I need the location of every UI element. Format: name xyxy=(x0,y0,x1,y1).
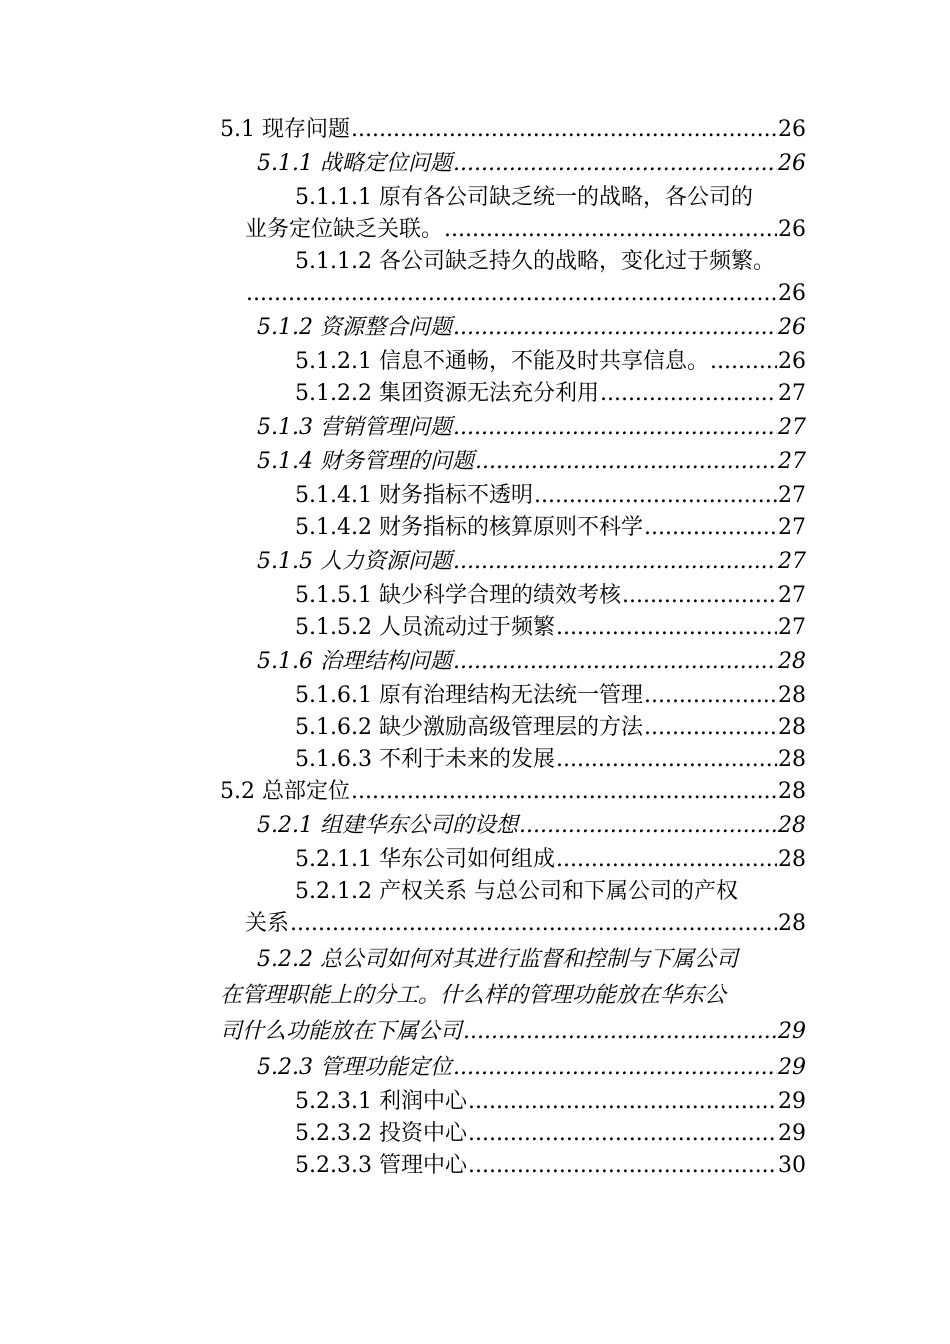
toc-entry-title: 5.1.5.2 人员流动过于频繁 xyxy=(295,615,555,640)
toc-entry-title: 5.2.1.1 华东公司如何组成 xyxy=(295,847,555,872)
toc-entry[interactable] xyxy=(220,1052,806,1084)
toc-entry-page: 28 xyxy=(778,911,806,936)
toc-entry-title: 5.2.1.2 产权关系 与总公司和下属公司的产权 xyxy=(295,879,738,904)
toc-entry-page: 28 xyxy=(778,683,806,708)
toc-entry-page: 27 xyxy=(778,549,806,574)
leader-dots xyxy=(246,278,777,310)
toc-entry-title: 5.1.4.2 财务指标的核算原则不科学 xyxy=(295,515,643,540)
toc-entry-page: 29 xyxy=(778,1121,806,1146)
toc-entry-page: 30 xyxy=(778,1153,806,1178)
toc-entry-title-cont: 在管理职能上的分工。什么样的管理功能放在华东公 xyxy=(220,983,727,1008)
leader-dots xyxy=(453,546,777,578)
toc-entry[interactable] xyxy=(220,810,806,842)
toc-entry-page: 28 xyxy=(778,649,806,674)
leader-dots xyxy=(710,346,777,378)
toc-entry[interactable] xyxy=(220,612,806,644)
toc-entry[interactable] xyxy=(220,312,806,344)
toc-entry[interactable] xyxy=(220,580,806,612)
toc-entry[interactable] xyxy=(220,512,806,544)
toc-entry[interactable] xyxy=(220,148,806,180)
leader-dots xyxy=(290,908,777,940)
leader-dots xyxy=(444,214,777,246)
leader-dots xyxy=(622,580,777,612)
leader-dots xyxy=(519,810,777,842)
toc-entry-page: 28 xyxy=(778,779,806,804)
toc-entry-page: 28 xyxy=(778,715,806,740)
toc-entry-page: 26 xyxy=(778,349,806,374)
toc-entry-title: 5.2.2 总公司如何对其进行监督和控制与下属公司 xyxy=(257,947,738,972)
toc-entry-title-cont: 关系 xyxy=(245,911,290,936)
leader-dots xyxy=(534,480,777,512)
leader-dots xyxy=(468,1086,777,1118)
toc-entry[interactable] xyxy=(220,182,806,246)
toc-entry[interactable] xyxy=(220,412,806,444)
toc-entry[interactable] xyxy=(220,480,806,512)
toc-entry-page: 27 xyxy=(778,449,806,474)
toc-entry-page: 26 xyxy=(778,151,806,176)
toc-entry-title: 5.1.6 治理结构问题 xyxy=(257,649,452,674)
leader-dots xyxy=(351,776,777,808)
toc-entry-page: 26 xyxy=(778,315,806,340)
toc-entry-page: 27 xyxy=(778,583,806,608)
toc-entry-title-cont: 司什么功能放在下属公司 xyxy=(220,1019,463,1044)
toc-entry-page: 26 xyxy=(778,281,806,306)
toc-entry-title: 5.1.6.3 不利于未来的发展 xyxy=(295,747,555,772)
toc-entry-page: 26 xyxy=(778,217,806,242)
toc-entry-page: 29 xyxy=(778,1055,806,1080)
toc-entry-page: 28 xyxy=(778,747,806,772)
toc-entry-title: 5.1.2.2 集团资源无法充分利用 xyxy=(295,381,599,406)
toc-entry-title: 5.1.5.1 缺少科学合理的绩效考核 xyxy=(295,583,621,608)
leader-dots xyxy=(475,446,777,478)
toc-entry-title: 5.2.3.2 投资中心 xyxy=(295,1121,467,1146)
toc-entry-title: 5.1.2.1 信息不通畅，不能及时共享信息。 xyxy=(295,349,709,374)
leader-dots xyxy=(600,378,777,410)
toc-entry-title: 5.1 现存问题 xyxy=(220,117,350,142)
toc-entry-title: 5.2.3.3 管理中心 xyxy=(295,1153,467,1178)
toc-entry[interactable] xyxy=(220,712,806,744)
toc-entry-page: 28 xyxy=(778,847,806,872)
toc-entry[interactable] xyxy=(220,378,806,410)
toc-entry[interactable] xyxy=(220,942,806,1050)
toc-entry-title: 5.2.3.1 利润中心 xyxy=(295,1089,467,1114)
table-of-contents xyxy=(220,114,806,1182)
toc-entry-title: 5.1.1 战略定位问题 xyxy=(257,151,452,176)
leader-dots xyxy=(644,680,777,712)
leader-dots xyxy=(468,1150,777,1182)
toc-entry-page: 27 xyxy=(778,381,806,406)
toc-entry[interactable] xyxy=(220,546,806,578)
toc-entry[interactable] xyxy=(220,1086,806,1118)
toc-entry[interactable] xyxy=(220,744,806,776)
toc-entry-page: 27 xyxy=(778,515,806,540)
toc-entry-page: 28 xyxy=(778,813,806,838)
toc-entry[interactable] xyxy=(220,446,806,478)
toc-entry[interactable] xyxy=(220,114,806,146)
toc-entry-title: 5.1.2 资源整合问题 xyxy=(257,315,452,340)
toc-entry-page: 27 xyxy=(778,615,806,640)
toc-entry-title: 5.1.6.1 原有治理结构无法统一管理 xyxy=(295,683,643,708)
toc-entry-title: 5.2 总部定位 xyxy=(220,779,350,804)
toc-entry-title: 5.1.1.2 各公司缺乏持久的战略，变化过于频繁。 xyxy=(295,249,775,274)
toc-entry-page: 27 xyxy=(778,483,806,508)
toc-entry-page: 26 xyxy=(778,117,806,142)
leader-dots xyxy=(644,712,777,744)
toc-entry-title: 5.1.4.1 财务指标不透明 xyxy=(295,483,533,508)
toc-entry[interactable] xyxy=(220,246,806,310)
leader-dots xyxy=(556,612,777,644)
leader-dots xyxy=(463,1014,777,1050)
toc-entry-page: 27 xyxy=(778,415,806,440)
leader-dots xyxy=(453,312,777,344)
toc-entry-title: 5.2.3 管理功能定位 xyxy=(257,1055,452,1080)
toc-entry[interactable] xyxy=(220,876,806,940)
leader-dots xyxy=(351,114,777,146)
leader-dots xyxy=(453,412,777,444)
toc-entry-page: 29 xyxy=(778,1089,806,1114)
leader-dots xyxy=(556,844,777,876)
toc-entry[interactable] xyxy=(220,346,806,378)
toc-entry[interactable] xyxy=(220,844,806,876)
leader-dots xyxy=(644,512,777,544)
leader-dots xyxy=(468,1118,777,1150)
toc-entry-title: 5.1.5 人力资源问题 xyxy=(257,549,452,574)
toc-entry-title: 5.1.1.1 原有各公司缺乏统一的战略，各公司的 xyxy=(295,185,753,210)
toc-entry-page: 29 xyxy=(778,1019,806,1044)
toc-entry[interactable] xyxy=(220,1150,806,1182)
leader-dots xyxy=(453,646,777,678)
leader-dots xyxy=(453,1052,777,1084)
toc-entry[interactable] xyxy=(220,680,806,712)
toc-entry-title: 5.2.1 组建华东公司的设想 xyxy=(257,813,518,838)
toc-entry-title-cont: 业务定位缺乏关联。 xyxy=(245,217,444,242)
toc-entry-title: 5.1.6.2 缺少激励高级管理层的方法 xyxy=(295,715,643,740)
toc-entry[interactable] xyxy=(220,1118,806,1150)
leader-dots xyxy=(453,148,777,180)
toc-entry[interactable] xyxy=(220,776,806,808)
toc-entry-title: 5.1.4 财务管理的问题 xyxy=(257,449,474,474)
toc-entry[interactable] xyxy=(220,646,806,678)
leader-dots xyxy=(556,744,777,776)
toc-entry-title: 5.1.3 营销管理问题 xyxy=(257,415,452,440)
